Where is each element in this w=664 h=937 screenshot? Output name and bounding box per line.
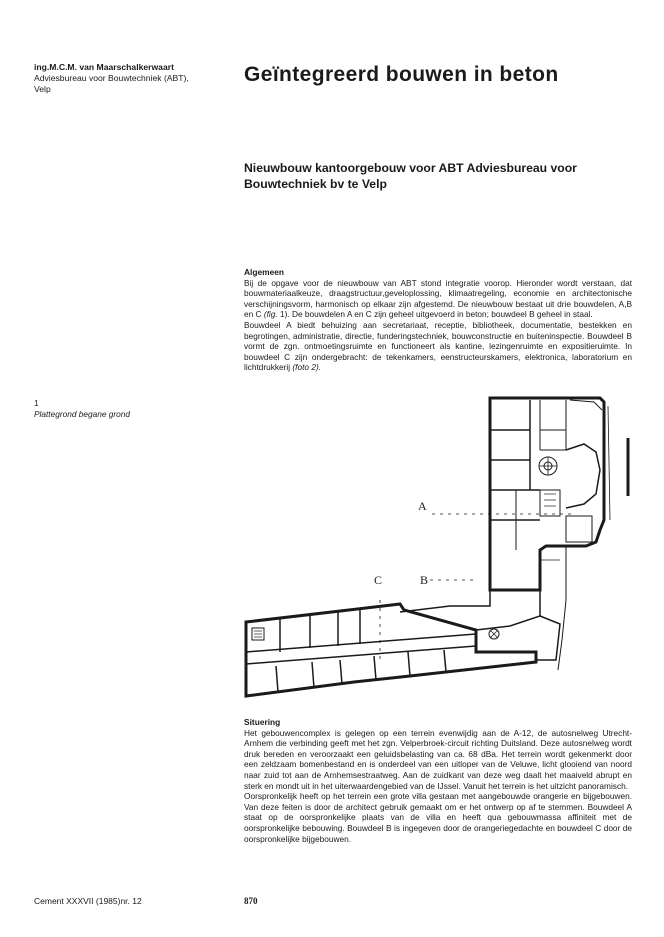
figure-reference: (fig.	[263, 309, 278, 320]
section-heading: Algemeen	[244, 267, 285, 277]
paragraph: Oorspronkelijk heeft op het terrein een grote villa gestaan met aangebouwde orangerie en bijgebouwen. Van deze feiten is door de architect gebruik gemaakt om er het ontwerp op af te stemmen. Bouwdeel A staat op de oorspronkelijke plaats van de villa en heeft qua gebouwmassa affiniteit met de oorspronkelijke bebouwing. Bouwdeel B is ingegeven door de orangeriegedachte en bouwdeel C door de oorspronkelijke bijgebouwen.	[244, 791, 632, 844]
paragraph-text: 1). De bouwdelen A en C zijn geheel uitgevoerd in beton; bouwdeel B geheel in staal.	[277, 309, 593, 320]
label-building-b: B	[420, 573, 429, 587]
paragraph-text: Bij de opgave voor de nieuwbouw van ABT stond integratie voorop. Hieronder wordt verstaan, dat bouwmateriaalkeuze, draagstructuur,geveloplossing, klimaatregeling, economie en architectonische verschijningsvorm, harmonisch op elkaar zijn afgestemd. De nieuwbouw bestaat uit drie bouwdelen, A,B en C	[244, 277, 632, 320]
section-heading: Situering	[244, 717, 281, 727]
label-building-c: C	[374, 573, 383, 587]
paragraph	[244, 278, 632, 320]
article-subtitle: Nieuwbouw kantoorgebouw voor ABT Adviesbureau voor Bouwtechniek bv te Velp	[244, 161, 577, 191]
paragraph: Het gebouwencomplex is gelegen op een terrein evenwijdig aan de A-12, de autosnelweg Utrecht-Arnhem die verbinding geeft met het zgn. Velperbroek-circuit richting Duitsland. Deze autosnelweg wordt druk bereden en veroorzaakt een geluidsbelasting van ca. 68 dBa. Het terrein wordt gekenmerkt door een zeldzaam bomenbestand en is onderdeel van een uitloper van de Veluwe, licht glooiend van noord naar zuid tot aan de Arnhemsestraatweg. Aan de zuidkant van deze weg daalt het maaiveld abrupt en sterk en mondt uit in het uiterwaardengebied van de IJssel. Vanuit het terrein is het uitzicht panoramisch.	[244, 727, 632, 791]
author-city: Velp	[34, 84, 51, 94]
figure-caption	[34, 398, 224, 419]
label-building-a: A	[418, 499, 427, 513]
author-block	[34, 62, 234, 95]
figure-caption-text: Plattegrond begane grond	[34, 408, 130, 419]
section-algemeen	[244, 267, 632, 373]
floor-plan-drawing	[240, 390, 634, 708]
footer-journal: Cement XXXVII (1985)nr. 12	[34, 896, 142, 906]
page-number: 870	[244, 896, 258, 906]
figure-number: 1	[34, 398, 39, 408]
photo-reference: (foto 2).	[292, 362, 322, 373]
paragraph-text: Bouwdeel A biedt behuizing aan secretariaat, receptie, bibliotheek, documentatie, bestekken en begrotingen, administratie, directie, funderingstechniek, bouwconstructie en buiteninspectie. Bouwdeel B vormt de zgn. ontmoetingsruimte en functioneert als kantine, lezingenruimte en expositieruimte. In bouwdeel C zijn ondergebracht: de tekenkamers, eenstructeurskamers, elektronica, laboratorium en lichtdrukkerij	[244, 319, 632, 373]
paragraph	[244, 320, 632, 373]
author-name: ing.M.C.M. van Maarschalkerwaart	[34, 62, 174, 72]
author-affiliation: Adviesbureau voor Bouwtechniek (ABT),	[34, 73, 189, 83]
section-situering	[244, 717, 632, 844]
article-title: Geïntegreerd bouwen in beton	[244, 63, 559, 86]
